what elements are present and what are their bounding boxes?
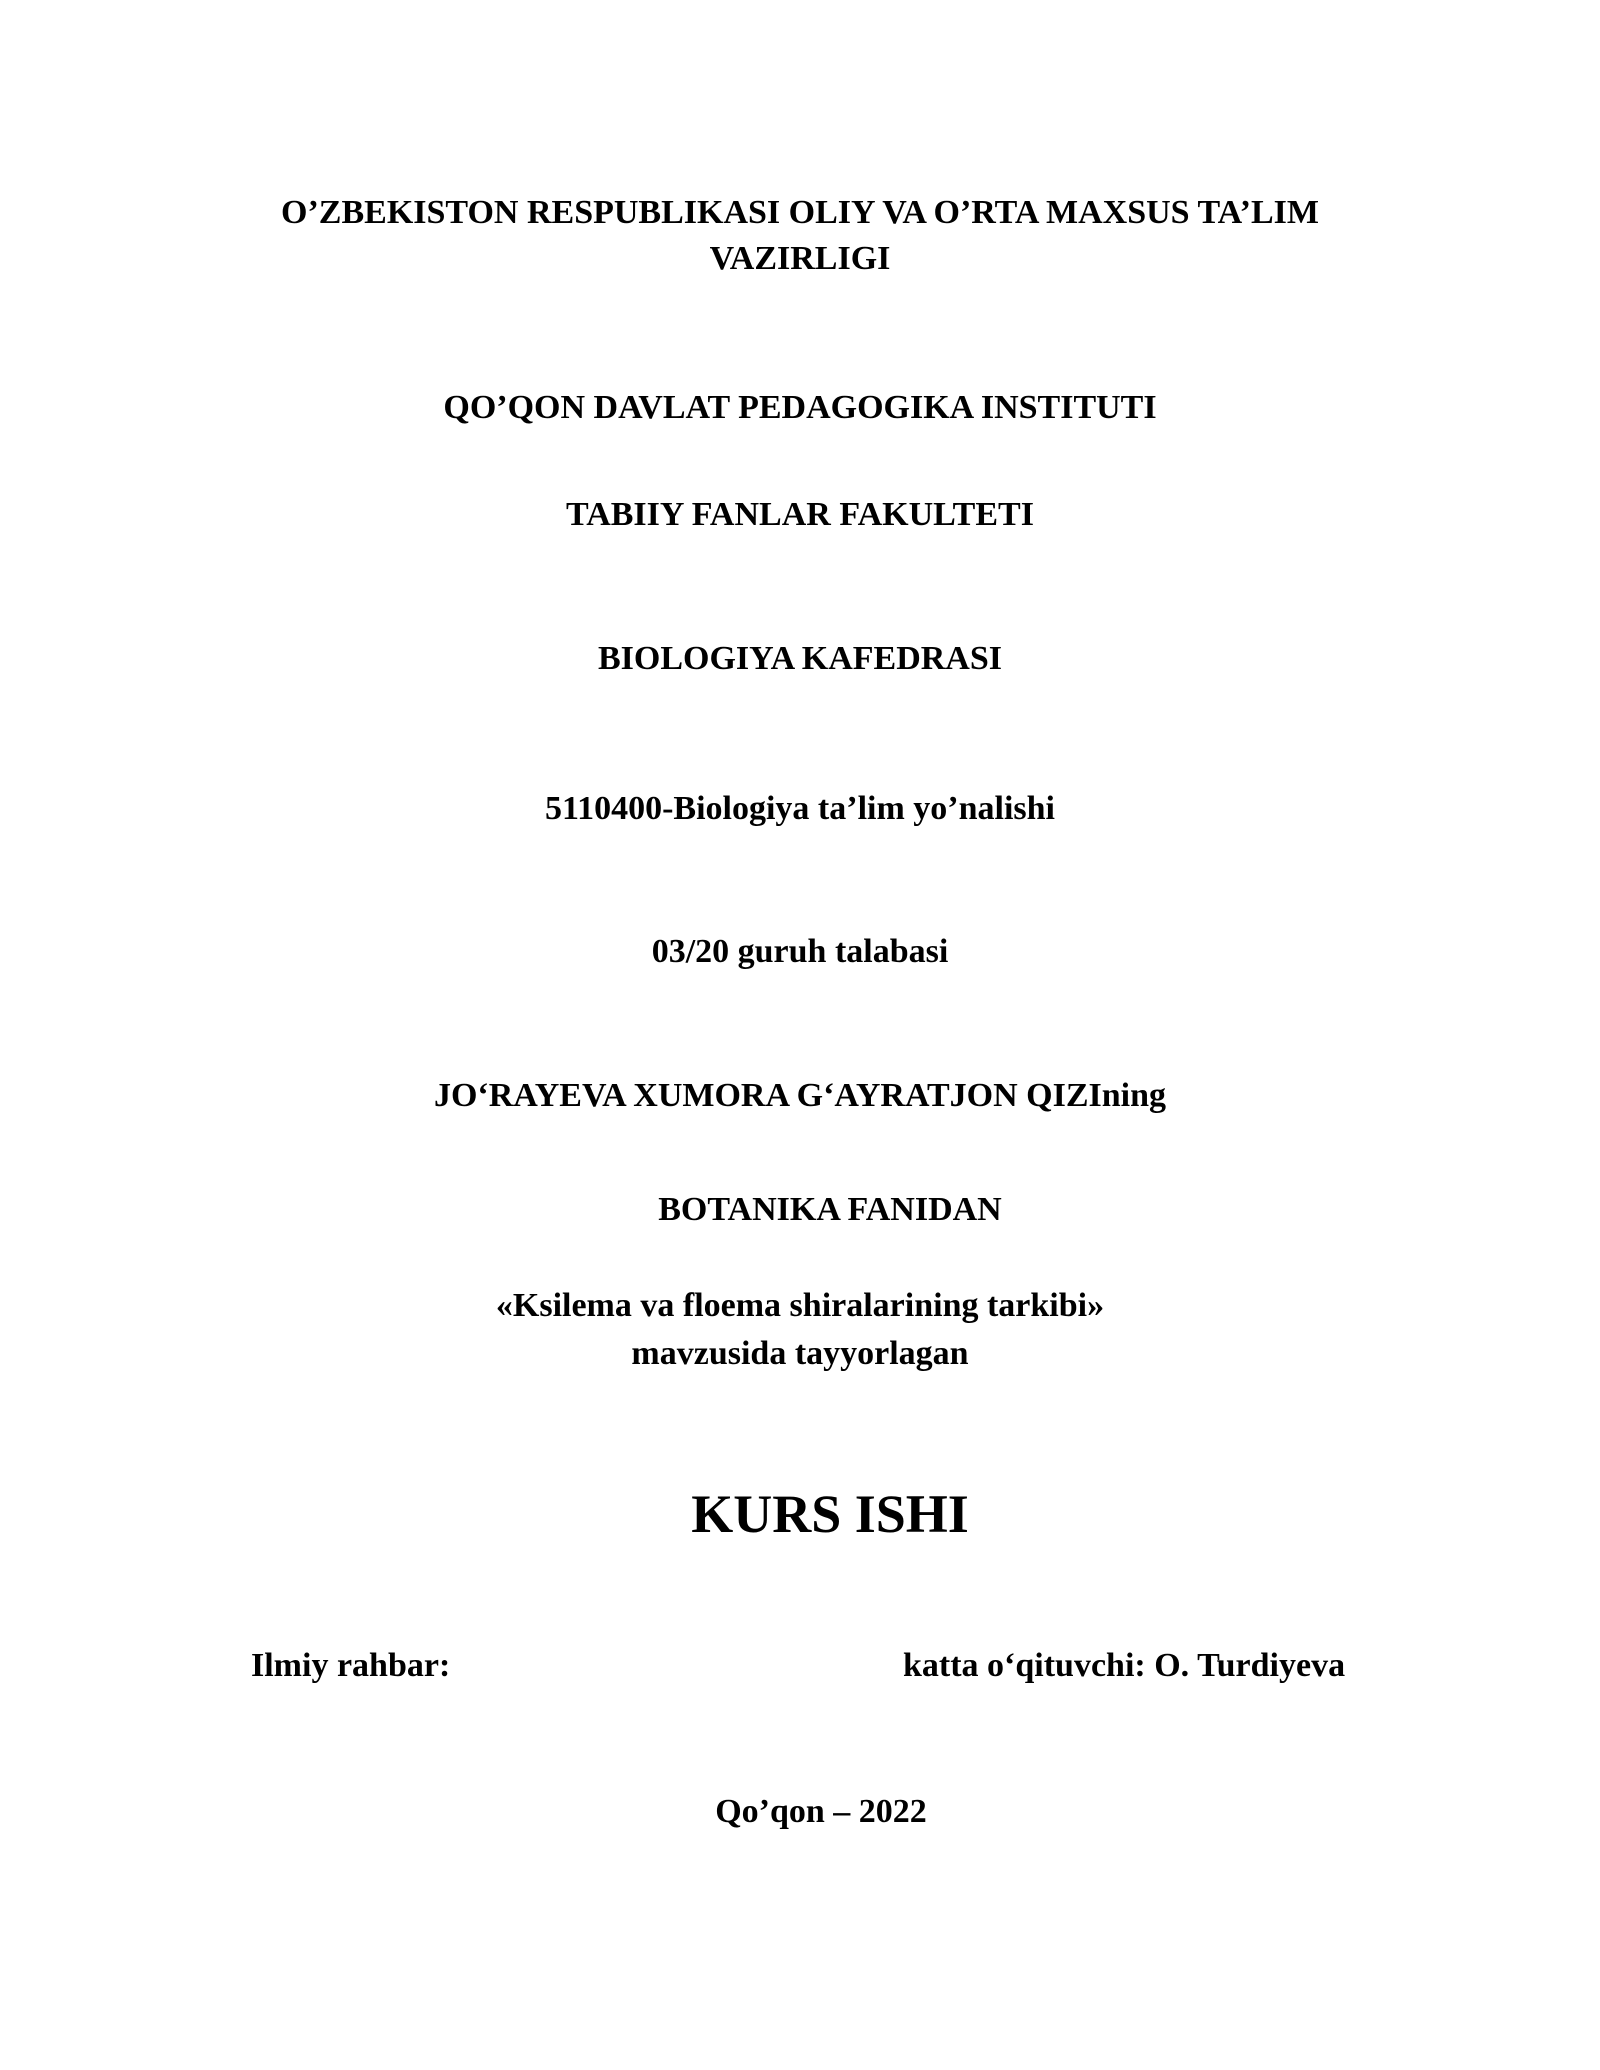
ministry-line-1: O’ZBEKISTON RESPUBLIKASI OLIY VA O’RTA MAXSUS TA’LIM [281,194,1319,231]
topic-suffix: mavzusida tayyorlagan [631,1335,969,1372]
supervisor-name: katta o‘qituvchi: O. Turdiyeva [903,1647,1346,1684]
topic-title: «Ksilema va floema shiralarining tarkibi» [495,1287,1105,1324]
supervisor-label: Ilmiy rahbar: [251,1647,451,1684]
study-direction: 5110400-Biologiya ta’lim yo’nalishi [544,790,1056,827]
subject-name: BOTANIKA FANIDAN [658,1191,1002,1228]
institute-name: QO’QON DAVLAT PEDAGOGIKA INSTITUTI [443,389,1157,426]
student-group: 03/20 guruh talabasi [651,933,949,970]
student-name: JO‘RAYEVA XUMORA G‘AYRATJON QIZIning [433,1077,1167,1114]
ministry-line-2: VAZIRLIGI [709,240,891,277]
work-type-heading: KURS ISHI [691,1484,969,1544]
faculty-name: TABIIY FANLAR FAKULTETI [566,496,1034,533]
department-name: BIOLOGIYA KAFEDRASI [597,640,1002,677]
place-and-year: Qo’qon – 2022 [715,1793,927,1830]
